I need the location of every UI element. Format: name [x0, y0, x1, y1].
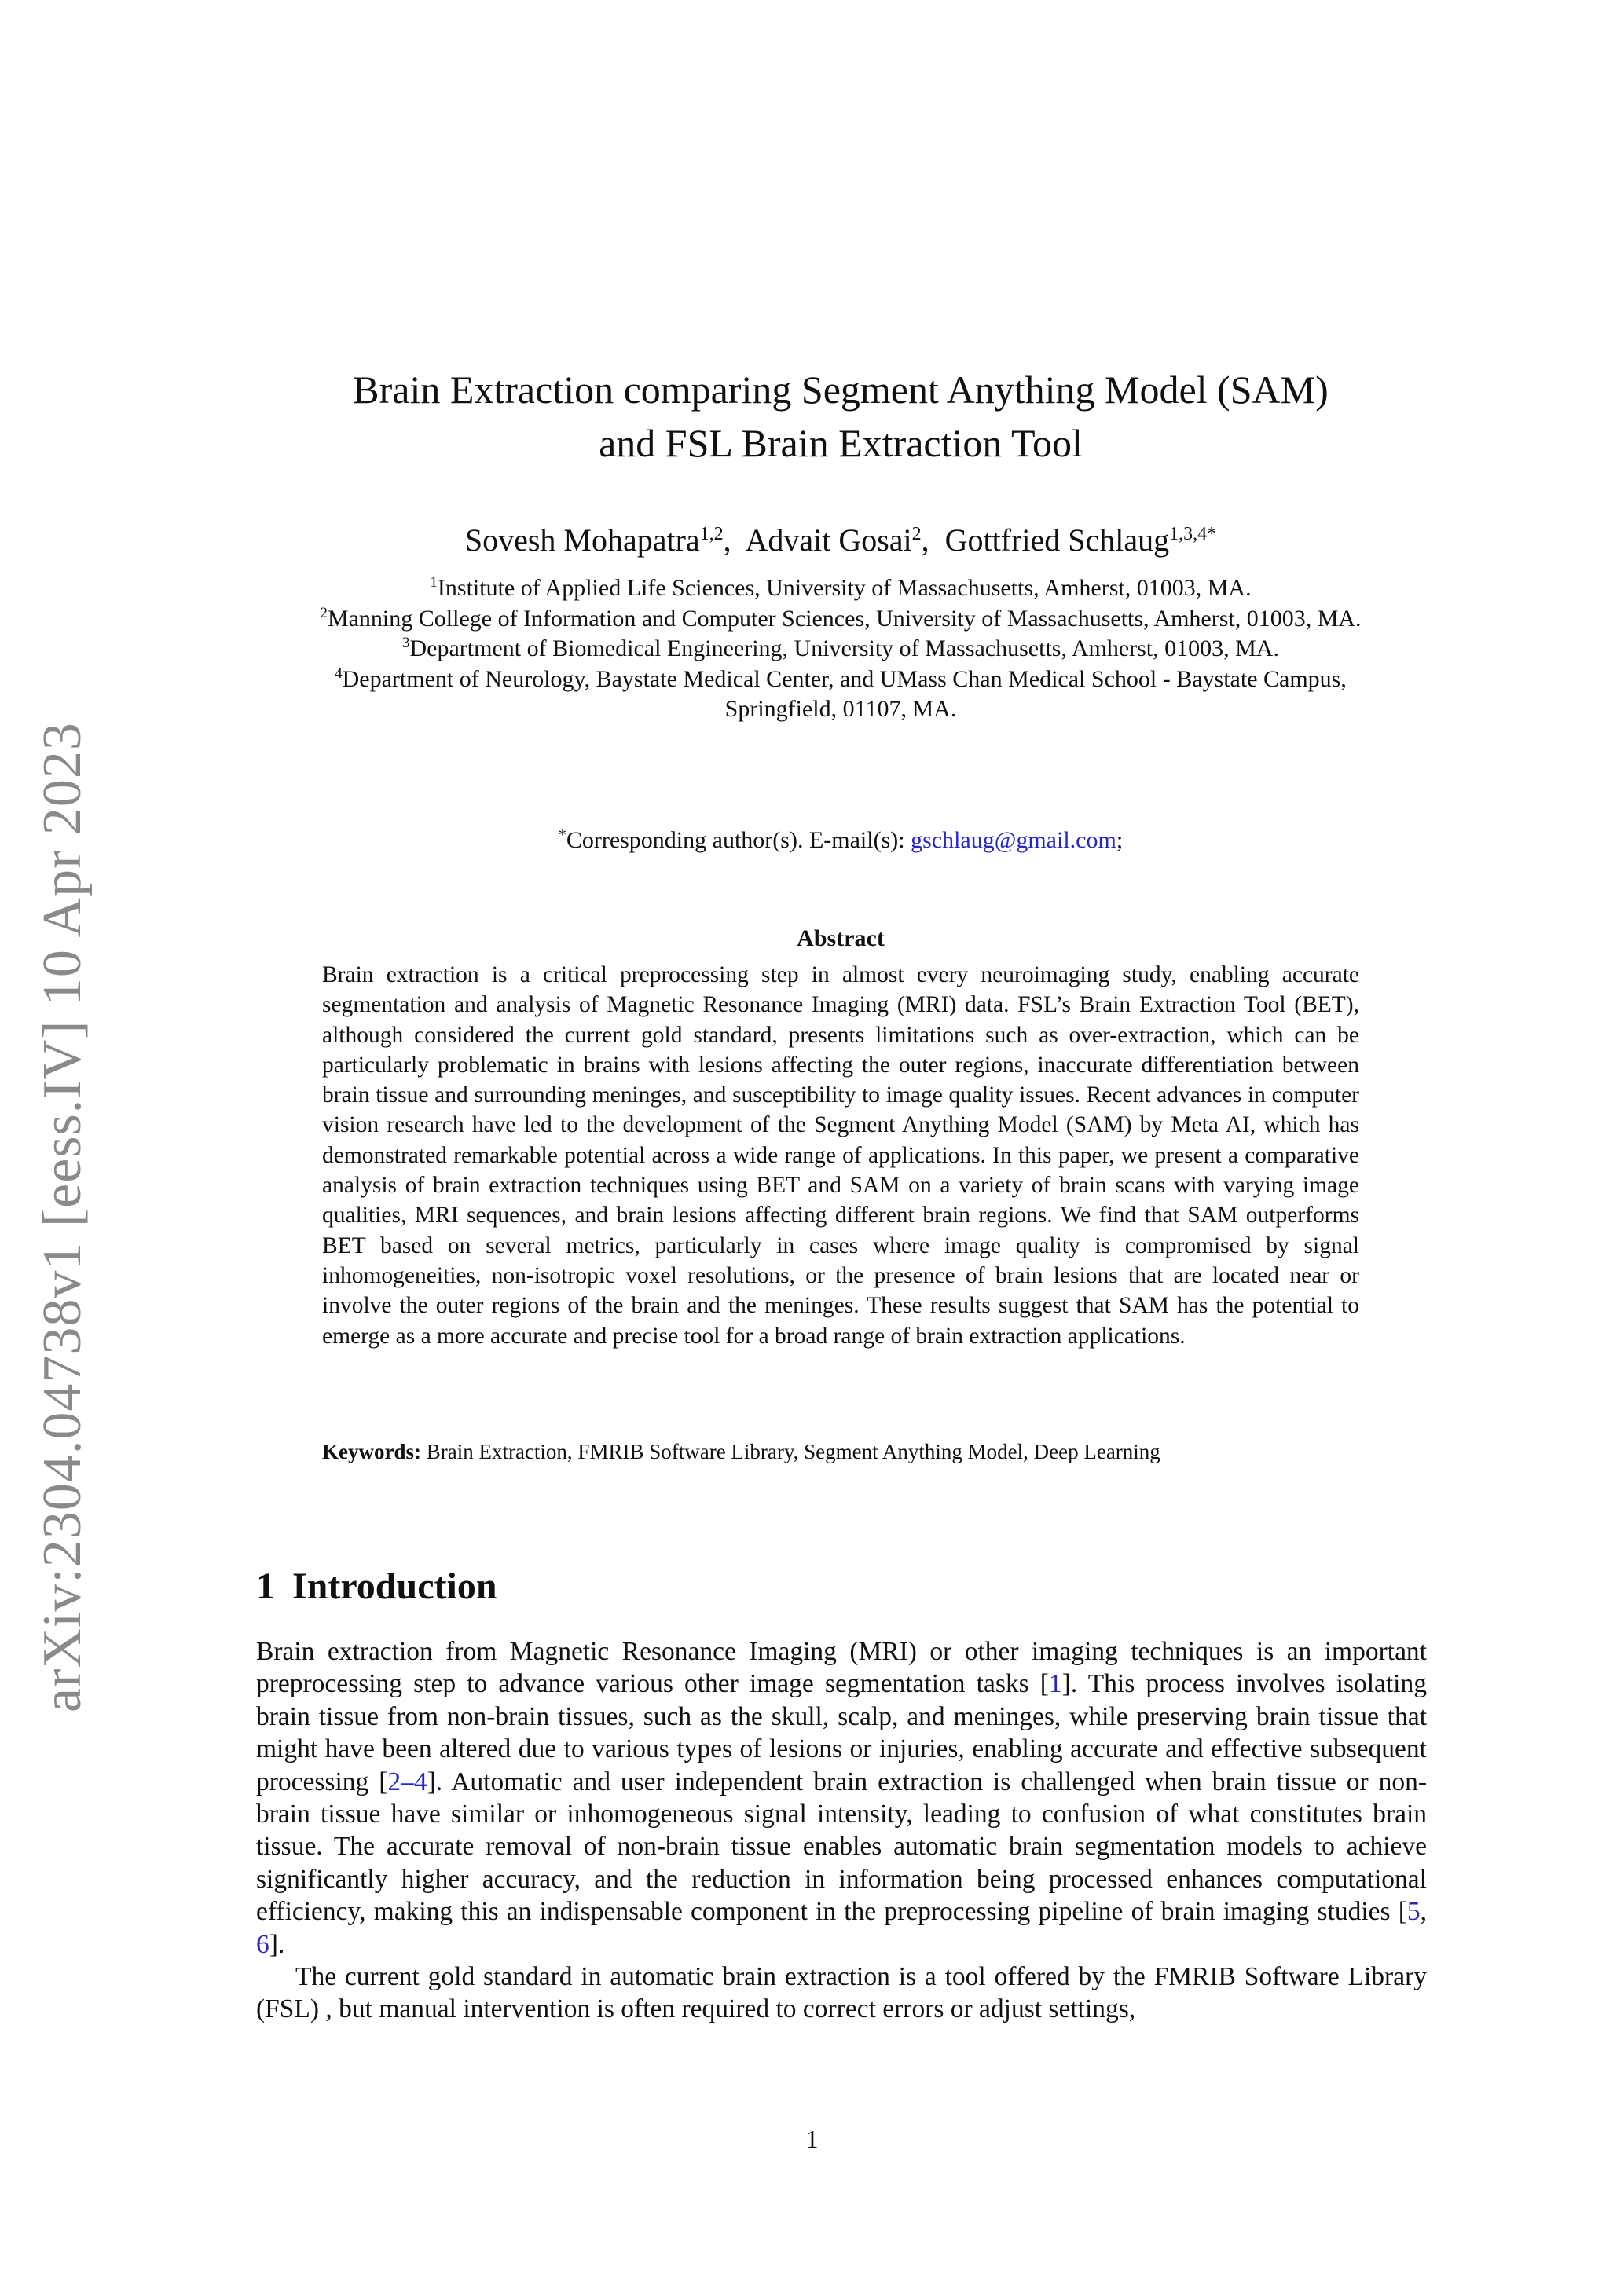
- author-affil-marker: 1,3,4*: [1169, 524, 1217, 544]
- paragraph: Brain extraction from Magnetic Resonance Imaging (MRI) or other imaging techniques is an important preprocessing step to advance various other image segmentation tasks [1]. This process involves isolating brain tissue from non-brain tissues, such as the skull, scalp, and meninges, while preserving brain tissue that might have been altered due to various types of lesions or injuries, enabling accurate and effective subsequent processing [2–4]. Automatic and user independent brain extraction is challenged when brain tissue or non-brain tissue have similar or inhomogeneous signal intensity, leading to confusion of what constitutes brain tissue. The accurate removal of non-brain tissue enables automatic brain segmentation models to achieve significantly higher accuracy, and the reduction in information being processed enhances computational efficiency, making this an indispensable component in the preprocessing pipeline of brain imaging studies [5, 6].: [256, 1637, 1427, 1959]
- keywords: [322, 1437, 1359, 1466]
- author-affil-marker: 2: [911, 524, 922, 544]
- citation-link[interactable]: 1: [1048, 1669, 1062, 1699]
- paper-title: [236, 363, 1446, 470]
- corresponding-author: *Corresponding author(s). E-mail(s): gschlaug@gmail.com;: [558, 826, 1124, 853]
- abstract-text: Brain extraction is a critical preprocessing step in almost every neuroimaging study, enabling accurate segmentation and analysis of Magnetic Resonance Imaging (MRI) data. FSL’s Brain Extraction Tool (BET), although considered the current gold standard, presents limitations such as over-extraction, which can be particularly problematic in brains with lesions affecting the outer regions, inaccurate differentiation between brain tissue and surrounding meninges, and susceptibility to image quality issues. Recent advances in computer vision research have led to the development of the Segment Anything Model (SAM) by Meta AI, which has demonstrated remarkable potential across a wide range of applications. In this paper, we present a comparative analysis of brain extraction techniques using BET and SAM on a variety of brain scans with varying image qualities, MRI sequences, and brain lesions affecting different brain regions. We find that SAM outperforms BET based on several metrics, particularly in cases where image quality is compromised by signal inhomogeneities, non-isotropic voxel resolutions, or the presence of brain lesions that are located near or involve the outer regions of the brain and the meninges. These results suggest that SAM has the potential to emerge as a more accurate and precise tool for a broad range of brain extraction applications.: [322, 962, 1359, 1349]
- keywords-label: Keywords:: [322, 1440, 421, 1463]
- author-name: Sovesh Mohapatra: [464, 522, 700, 558]
- affiliation: $^3$Department of Biomedical Engineering, University of Massachusetts, Amherst, 01003, MA.: [402, 635, 1279, 661]
- section-body: [256, 1635, 1427, 2026]
- keywords-text: Brain Extraction, FMRIB Software Library, Segment Anything Model, Deep Learning: [426, 1440, 1160, 1463]
- affiliation: $^1$Institute of Applied Life Sciences, University of Massachusetts, Amherst, 01003, MA.: [430, 574, 1252, 601]
- affiliation: $^4$Department of Neurology, Baystate Medical Center, and UMass Chan Medical School - Baystate Campus, Springfield, 01107, MA.: [335, 665, 1347, 722]
- title-line-1: Brain Extraction comparing Segment Anything Model (SAM): [353, 368, 1329, 412]
- affiliation: $^2$Manning College of Information and Computer Sciences, University of Massachusetts, Amherst, 01003, MA.: [320, 604, 1362, 632]
- page-number: 1: [805, 2125, 819, 2153]
- paragraph: The current gold standard in automatic brain extraction is a tool offered by the FMRIB Software Library (FSL) , but manual intervention is often required to correct errors or adjust settings,: [256, 1962, 1427, 2024]
- citation-link[interactable]: 2–4: [387, 1767, 427, 1796]
- author-name: Gottfried Schlaug: [944, 522, 1170, 558]
- author-list: Sovesh Mohapatra$^{1,2}$, Advait Gosai$^2$, Gottfried Schlaug$^{1,3,4*}$: [464, 522, 1217, 558]
- citation-link[interactable]: 6: [256, 1929, 269, 1959]
- abstract-heading: Abstract: [797, 925, 885, 951]
- author-name: Advait Gosai: [745, 522, 912, 558]
- author-affil-marker: 1,2: [699, 524, 724, 544]
- section-heading: [256, 1563, 1042, 1610]
- title-line-2: and FSL Brain Extraction Tool: [599, 421, 1083, 465]
- section-title: Introduction: [292, 1565, 497, 1607]
- section-number: 1: [256, 1565, 275, 1607]
- email-link[interactable]: gschlaug@gmail.com: [911, 827, 1116, 853]
- arxiv-identifier: arXiv:2304.04738v1 [eess.IV] 10 Apr 2023: [32, 722, 93, 1712]
- affiliation-list: [291, 573, 1391, 725]
- citation-link[interactable]: 5: [1406, 1897, 1421, 1927]
